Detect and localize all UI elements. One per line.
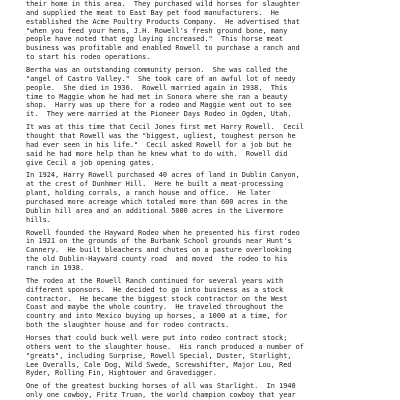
text-line: Horses that could buck well were put into rodeo contract stock; [26, 334, 288, 342]
text-line: ranch in 1938. [26, 263, 85, 272]
paragraph-cecil-jones [26, 123, 382, 167]
text-line: "when you feed your hens, J.H. Rowell's fresh ground bone, many [26, 26, 288, 35]
text-line: at the crest of Dunhmer Hill. Here he built a meat-processing [26, 180, 284, 189]
text-line: and supplied the meat to East Bay pet food manufacturers. He [26, 8, 280, 17]
text-line: had ever seen in his life." Cecil asked Rowell for a job but he [26, 140, 292, 149]
text-line: said he had more help than he knew what to do with. Rowell did [26, 149, 288, 158]
text-line: in 1921 on the grounds of the Burbank School grounds near Hunt's [26, 237, 292, 246]
text-line: "greats", including Surprise, Rowell Special, Duster, Starlight, [26, 351, 292, 360]
paragraph-horse-meat-business [26, 0, 382, 62]
text-line: give Cecil a job opening gates. [26, 158, 155, 167]
paragraph-bertha [26, 66, 382, 119]
text-line: time to Maggie whom he had met in Sonora where she ran a beauty [26, 92, 288, 101]
text-line: "angel of Castro Valley." She took care of an awful lot of needy [26, 74, 296, 83]
paragraph-hayward-rodeo [26, 229, 382, 273]
text-line: The rodeo at the Rowell Ranch continued for several years with [26, 276, 284, 285]
text-line: different sponsors. He decided to go into business as a stock [26, 285, 284, 294]
text-line: only one cowboy, Fritz Truan, the world champion cowboy that year [26, 391, 296, 400]
text-line: established the Acme Poultry Products Company. He advertised that [26, 17, 300, 26]
text-line: thought that Rowell was the "biggest, ugliest, toughest person he [26, 131, 296, 140]
text-line: plant, holding corrals, a ranch house and office. He later [26, 189, 271, 198]
text-line: Rowell founded the Hayward Rodeo when he presented his first rodeo [26, 228, 300, 237]
text-line: others went to the slaughter house. His ranch produced a number of [26, 342, 304, 351]
paragraph-stock-contractor [26, 277, 382, 330]
text-line: people. She died in 1936. Rowell married again in 1938. This [26, 83, 288, 92]
text-line: Cannery. He built bleachers and chutes on a pasture overlooking [26, 246, 292, 255]
text-line: shop. Harry was up there for a rodeo and Maggie went out to see [26, 101, 292, 110]
text-line: Dublin hill area and an additional 5000 acres in the Livermore [26, 206, 284, 215]
text-line: it. They were married at the Pioneer Days Rodeo in Ogden, Utah. [26, 110, 292, 119]
paragraph-dublin-canyon [26, 171, 382, 224]
text-line: contractor. He became the biggest stock contractor on the West [26, 294, 288, 303]
text-line: hills. [26, 215, 51, 224]
text-line: to start his rodeo operations. [26, 53, 151, 62]
text-line: country and into Mexico buying up horses, a 1000 at a time, for [26, 312, 288, 321]
text-line: One of the greatest bucking horses of all was Starlight. In 1940 [26, 382, 296, 391]
text-line: their home in this area. They purchased wild horses for slaughter [26, 0, 300, 8]
text-line: purchased more acreage which totaled more than 600 acres in the [26, 197, 288, 206]
text-line: Bertha was an outstanding community person. She was called the [26, 66, 288, 74]
text-line: business was profitable and enabled Rowell to purchase a ranch and [26, 44, 300, 53]
text-line: It was at this time that Cecil Jones first met Harry Rowell. Cecil [26, 123, 304, 132]
text-line: both the slaughter house and for rodeo contracts. [26, 321, 230, 330]
text-line: Coast and maybe the whole country. He traveled throughout the [26, 303, 284, 312]
text-line: In 1924, Harry Rowell purchased 40 acres of land in Dublin Canyon, [26, 171, 300, 180]
paragraph-starlight [26, 382, 382, 400]
text-line: people have noted that egg laying increased." This horse meat [26, 35, 284, 44]
text-line: the old Dublin-Hayward county road and moved the rodeo to his [26, 255, 288, 264]
text-line: Lee Overalls, Cale Dog, Wild Swede, Screwshifter, Major Lou, Red [26, 360, 292, 369]
paragraph-bucking-horses [26, 334, 382, 378]
text-line: Ryder, Rolling Fin, Hightower and Gravedigger. [26, 369, 217, 378]
